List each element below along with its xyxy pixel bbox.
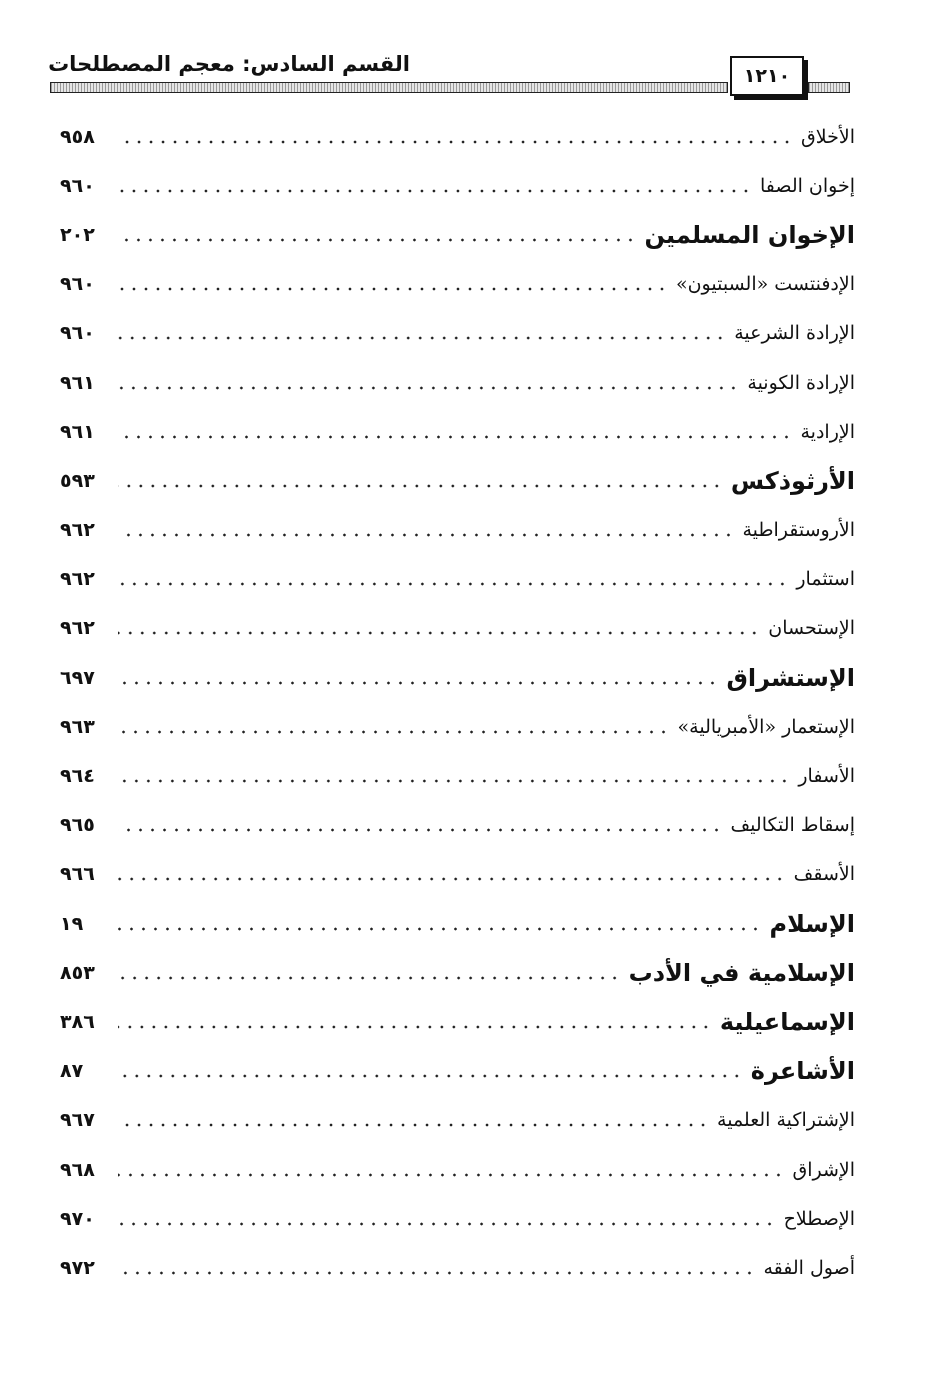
index-entry xyxy=(60,456,855,505)
dot-leader xyxy=(118,582,788,586)
entry-page-number: ٩٦٢ xyxy=(60,519,95,542)
entry-page-number: ٢٠٢ xyxy=(60,223,95,246)
index-entry xyxy=(60,407,855,456)
entry-term: الإرادية xyxy=(800,420,855,443)
entry-page-number: ٩٦١ xyxy=(60,371,95,394)
entry-term: الأخلاق xyxy=(801,125,855,148)
index-entry xyxy=(60,309,855,358)
dot-leader xyxy=(118,336,726,340)
dot-leader xyxy=(118,140,793,144)
index-entry xyxy=(60,751,855,800)
entry-page-number: ٩٦٢ xyxy=(60,617,95,640)
entry-term: الإستشراق xyxy=(726,663,855,692)
entry-page-number: ٩٦٠ xyxy=(60,273,95,296)
page-header xyxy=(50,48,850,98)
index-entry xyxy=(60,1243,855,1292)
entry-term: الأسفار xyxy=(798,765,855,788)
dot-leader xyxy=(118,435,792,439)
entry-term: استثمار xyxy=(796,568,855,591)
entry-term: إخوان الصفا xyxy=(759,174,855,197)
entry-term: الإشراق xyxy=(792,1158,855,1181)
entry-page-number: ٨٧ xyxy=(60,1060,84,1083)
index-entry xyxy=(60,555,855,604)
entry-term: الإخوان المسلمين xyxy=(644,220,855,249)
index-entry xyxy=(60,506,855,555)
entry-term: الإرادة الكونية xyxy=(747,371,855,394)
entry-term: الإصطلاح xyxy=(783,1207,855,1230)
entry-page-number: ٩٦٧ xyxy=(60,1109,95,1132)
index-entry xyxy=(60,997,855,1046)
index-entry xyxy=(60,702,855,751)
dot-leader xyxy=(118,877,786,881)
running-header-title: القسم السادس: معجم المصطلحات xyxy=(48,52,410,76)
dot-leader xyxy=(118,189,752,193)
dot-leader xyxy=(118,386,739,390)
entry-term: إسقاط التكاليف xyxy=(730,814,855,837)
entry-term: الأشاعرة xyxy=(750,1057,855,1086)
entry-page-number: ٩٦٨ xyxy=(60,1158,95,1181)
dot-leader xyxy=(118,533,734,537)
dot-leader xyxy=(118,287,668,291)
entry-page-number: ٦٩٧ xyxy=(60,666,95,689)
entry-term: الإستعمار «الأمبريالية» xyxy=(677,715,855,738)
entry-page-number: ٩٦٤ xyxy=(60,765,95,788)
entry-term: الإسماعيلية xyxy=(719,1007,855,1036)
entry-page-number: ٩٦٢ xyxy=(60,568,95,591)
entry-term: الإستحسان xyxy=(768,617,855,640)
entry-term: الأسقف xyxy=(793,863,855,886)
entry-page-number: ٩٥٨ xyxy=(60,125,95,148)
entry-term: الأرثوذكس xyxy=(730,466,855,495)
entry-page-number: ٩٧٢ xyxy=(60,1256,95,1279)
index-entry xyxy=(60,850,855,899)
entry-page-number: ٩٦٦ xyxy=(60,863,95,886)
index-entry xyxy=(60,653,855,702)
entry-page-number: ٣٨٦ xyxy=(60,1010,95,1033)
index-list xyxy=(60,112,855,1293)
entry-term: الإسلامية في الأدب xyxy=(628,958,855,987)
index-entry xyxy=(60,260,855,309)
dot-leader xyxy=(118,1074,743,1078)
index-entry xyxy=(60,604,855,653)
dot-leader xyxy=(118,1173,784,1177)
entry-term: الإشتراكية العلمية xyxy=(717,1109,855,1132)
entry-page-number: ٩٦٣ xyxy=(60,715,95,738)
entry-page-number: ٥٩٣ xyxy=(60,469,95,492)
dot-leader xyxy=(118,484,723,488)
dot-leader xyxy=(118,681,718,685)
index-entry xyxy=(60,1145,855,1194)
dot-leader xyxy=(118,1025,712,1029)
entry-page-number: ١٩ xyxy=(60,912,84,935)
dot-leader xyxy=(118,828,723,832)
dot-leader xyxy=(118,927,761,931)
index-entry xyxy=(60,1047,855,1096)
page-number: ١٢١٠ xyxy=(730,56,804,96)
index-entry xyxy=(60,112,855,161)
index-entry xyxy=(60,1194,855,1243)
entry-page-number: ٩٦١ xyxy=(60,420,95,443)
header-rule-right xyxy=(808,82,850,93)
entry-page-number: ٩٧٠ xyxy=(60,1207,95,1230)
dot-leader xyxy=(118,730,670,734)
dot-leader xyxy=(118,1123,709,1127)
index-entry xyxy=(60,358,855,407)
entry-term: الأروستقراطية xyxy=(742,519,855,542)
header-rule-left xyxy=(50,82,728,93)
index-entry xyxy=(60,801,855,850)
dot-leader xyxy=(118,1222,776,1226)
entry-term: الإسلام xyxy=(769,909,855,938)
index-entry xyxy=(60,948,855,997)
dot-leader xyxy=(118,779,790,783)
entry-term: أصول الفقه xyxy=(763,1256,855,1279)
dot-leader xyxy=(118,238,636,242)
entry-term: الإدفنتست «السبتيون» xyxy=(675,273,855,296)
index-entry xyxy=(60,899,855,948)
index-entry xyxy=(60,161,855,210)
entry-page-number: ٩٦٠ xyxy=(60,322,95,345)
entry-page-number: ٩٦٥ xyxy=(60,814,95,837)
index-entry xyxy=(60,210,855,259)
dot-leader xyxy=(118,1271,755,1275)
entry-page-number: ٩٦٠ xyxy=(60,174,95,197)
entry-term: الإرادة الشرعية xyxy=(734,322,855,345)
index-entry xyxy=(60,1096,855,1145)
entry-page-number: ٨٥٣ xyxy=(60,961,95,984)
dot-leader xyxy=(118,631,760,635)
dot-leader xyxy=(118,976,621,980)
